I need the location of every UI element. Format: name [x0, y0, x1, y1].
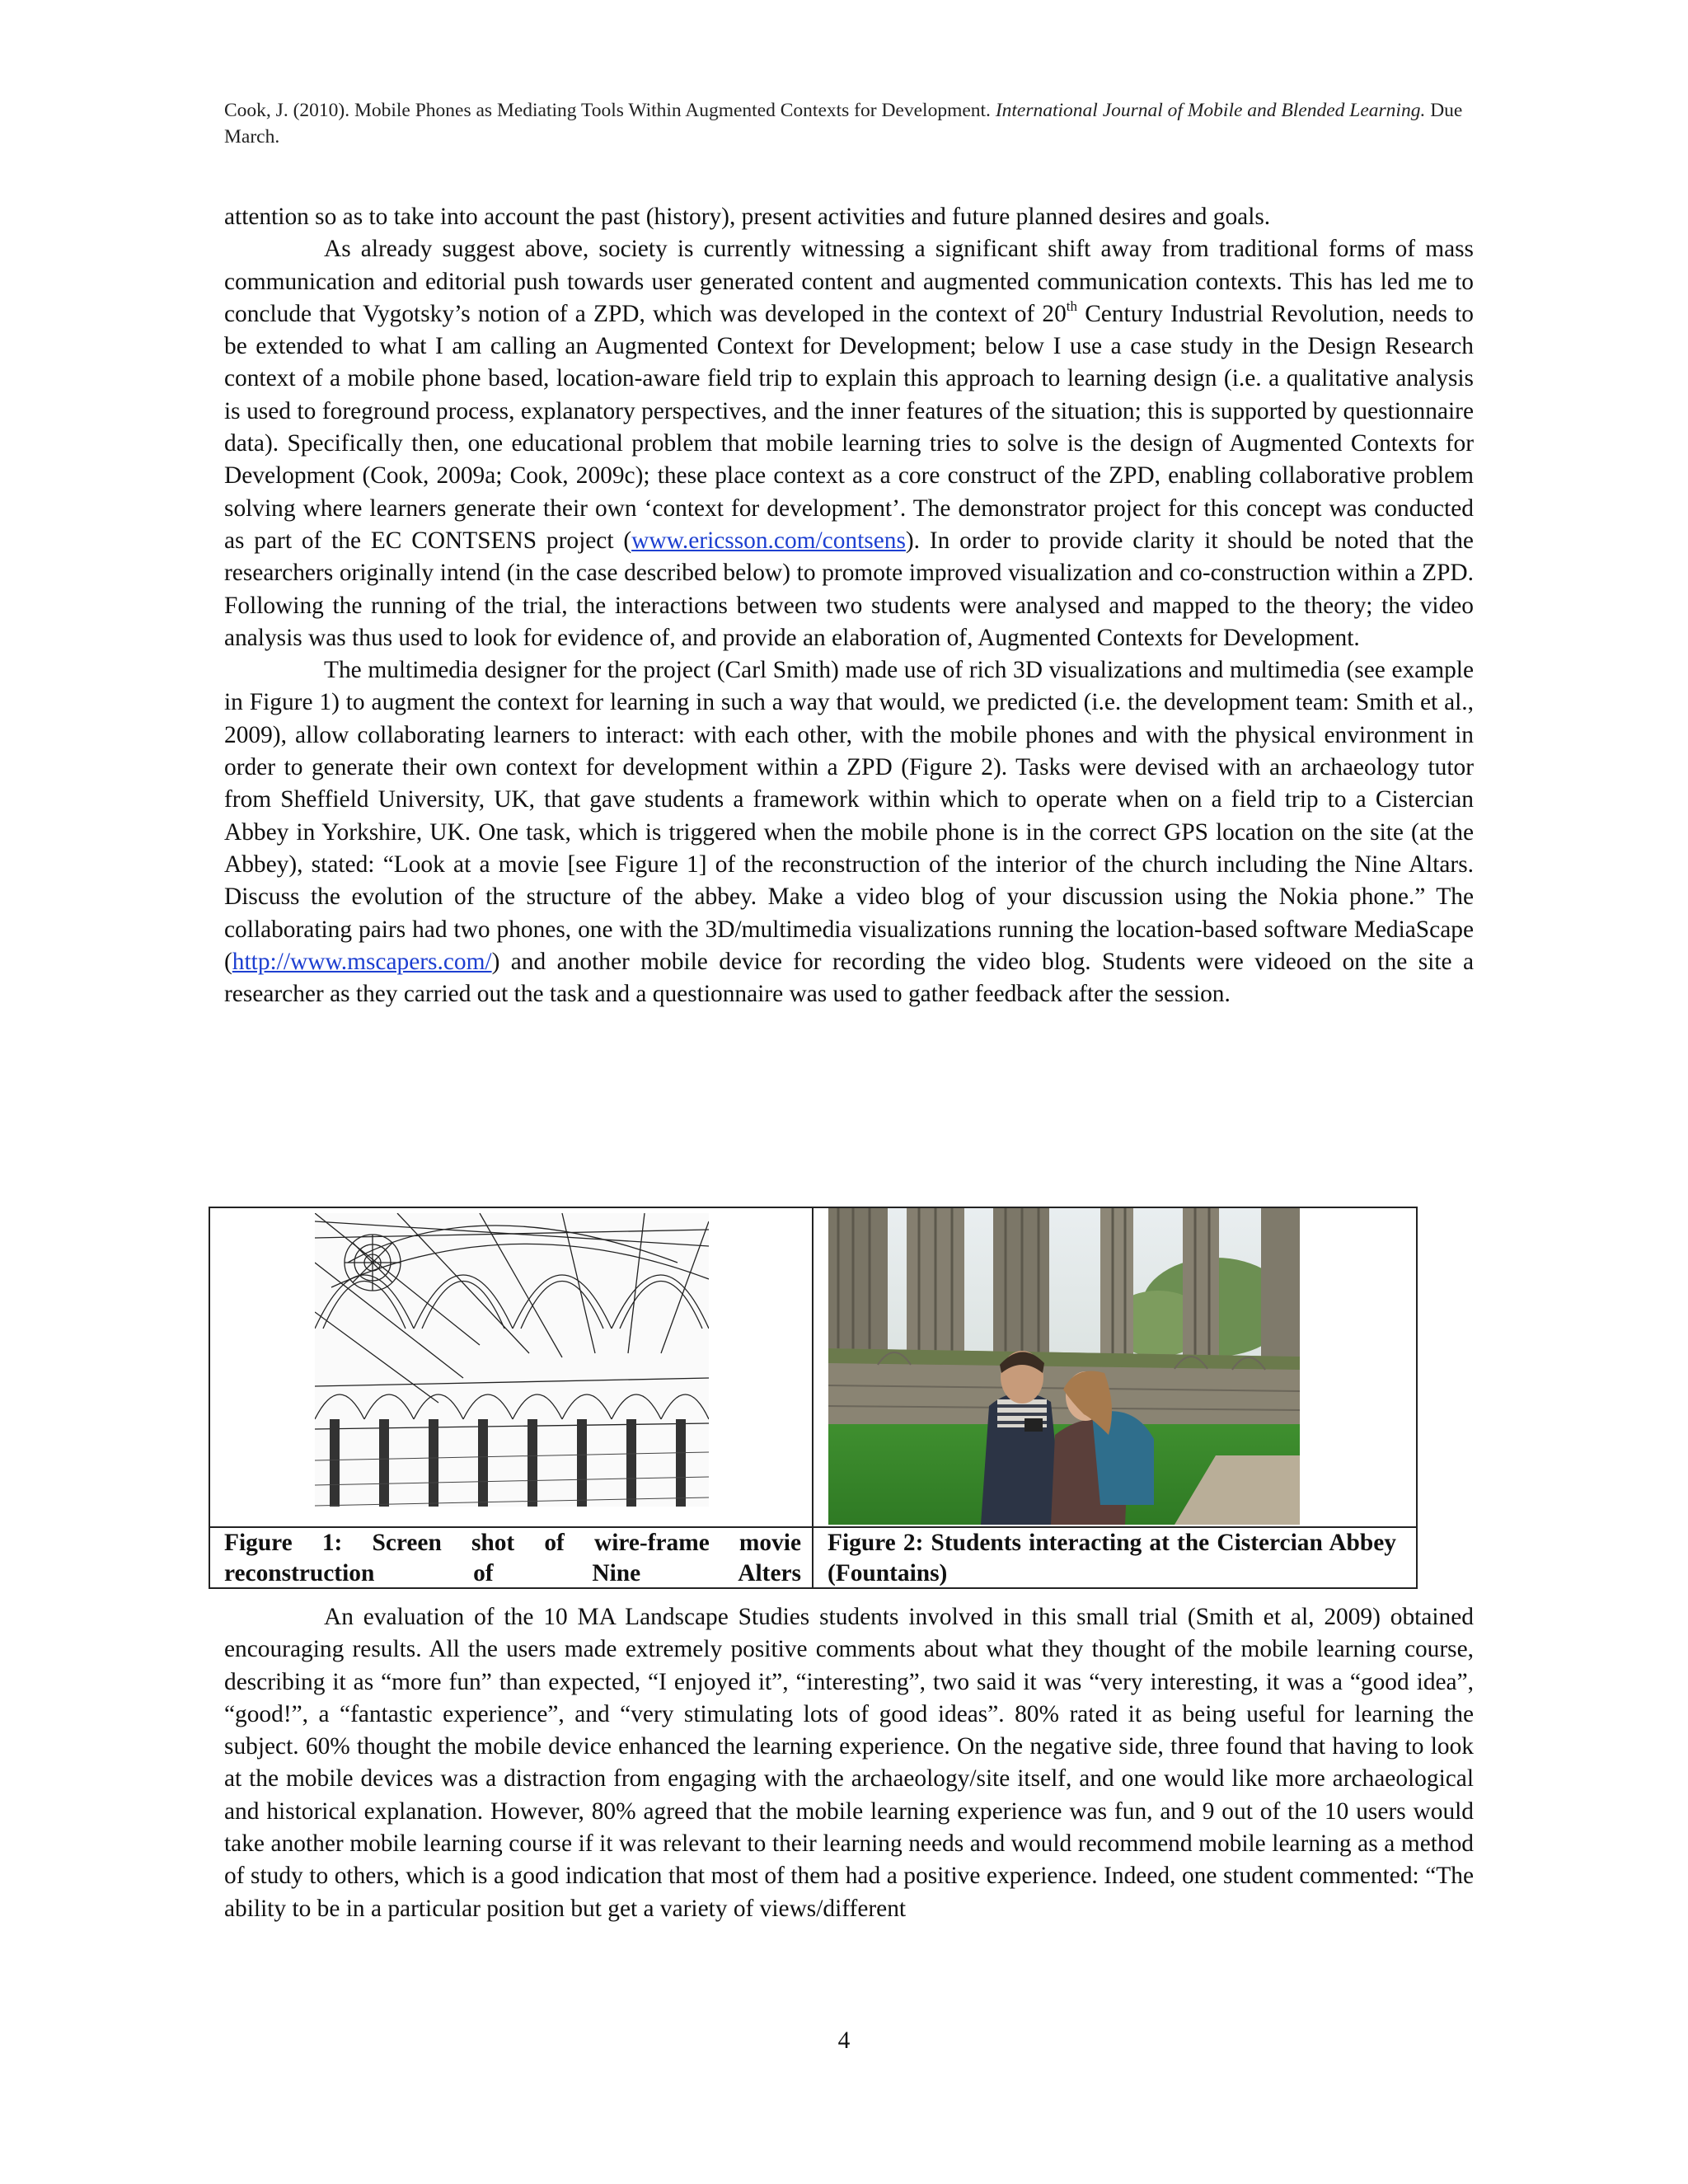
students-abbey-photo — [828, 1208, 1300, 1525]
figure-2-cell — [814, 1208, 1416, 1587]
paragraph-text: ). In order to provide clarity it should be noted that the researchers originally intend (in the case described below) to promote improved visualization and co-construction within a ZPD. Following the running of the trial, the interactions between two students were analysed and mapped to the theory; the video analysis was thus used to look for evidence of, and provide an elaboration of, Augmented Contexts for Development. — [224, 527, 1474, 651]
figure-table — [209, 1207, 1418, 1589]
figure-2-number: Figure 2: — [828, 1530, 924, 1556]
paragraph-text: ) and another mobile device for recording the video blog. Students were videoed on the site a researcher as they carried out the task and a questionnaire was used to gather feedback after the session. — [224, 948, 1474, 1008]
figure-1-number: Figure 1: — [224, 1530, 343, 1556]
header-journal: International Journal of Mobile and Blended Learning. — [995, 100, 1426, 121]
paragraph-text: Century Industrial Revolution, needs to be extended to what I am calling an Augmented Context for Development; below I use a case study in the Design Research context of a mobile phone based, location-aware field trip to explain this approach to learning design (i.e. a qualitative analysis is used to foreground process, explanatory perspectives, and the inner features of the situation; this is supported by questionnaire data). Specifically then, one educational problem that mobile learning tries to solve is the design of Augmented Contexts for Development (Cook, 2009a; Cook, 2009c); these place context as a core construct of the ZPD, enabling collaborative problem solving where learners generate their own ‘context for development’. The demonstrator project for this concept was conducted as part of the EC CONTSENS project ( — [224, 300, 1474, 554]
header-due: Due March. — [224, 100, 1463, 148]
figure-2-caption-text: Students interacting at the Cistercian Abbey (Fountains) — [828, 1530, 1396, 1586]
body-block-2 — [224, 1601, 1474, 1925]
paragraph-text: The multimedia designer for the project (Carl Smith) made use of rich 3D visualizations and multimedia (see example in Figure 1) to augment the context for learning in such a way that would, we predicted (i.e. the development team: Smith et al., 2009), allow collaborating learners to interact: with each other, with the mobile phones and with the physical environment in order to generate their own context for development within a ZPD (Figure 2). Tasks were devised with an archaeology tutor from Sheffield University, UK, that gave students a framework within which to operate when on a field trip to a Cistercian Abbey in Yorkshire, UK. One task, which is triggered when the mobile phone is in the correct GPS location on the site (at the Abbey), stated: “Look at a movie [see Figure 1] of the reconstruction of the interior of the church including the Nine Altars. Discuss the evolution of the structure of the abbey. Make a video blog of your discussion using the Nokia phone.” The collaborating pairs had two phones, one with the 3D/multimedia visualizations running the location-based software MediaScape ( — [224, 657, 1474, 975]
mscapers-link[interactable]: http://www.mscapers.com/ — [232, 948, 492, 975]
body-block-1 — [224, 201, 1474, 1010]
paragraph-augmented-context — [224, 233, 1474, 654]
figure-1-caption-text: Screen shot of wire-frame movie reconstruction of Nine Alters — [224, 1530, 801, 1586]
paragraph-evaluation: An evaluation of the 10 MA Landscape Studies students involved in this small trial (Smith et al, 2009) obtained encouraging results. All the users made extremely positive comments about what they thought of the mobile learning course, describing it as “more fun” than expected, “I enjoyed it”, “interesting”, two said it was “very interesting, it was a “good idea”, “good!”, a “fantastic experience”, and “very stimulating lots of good ideas”. 80% rated it as being useful for learning the subject. 60% thought the mobile device enhanced the learning experience. On the negative side, three found that having to look at the mobile devices was a distraction from engaging with the archaeology/site itself, and one would like more archaeological and historical explanation. However, 80% agreed that the mobile learning experience was fun, and 9 out of the 10 users would take another mobile learning course if it was relevant to their learning needs and would recommend mobile learning as a method of study to others, which is a good indication that most of them had a positive experience. Indeed, one student commented: “The ability to be in a particular position but get a variety of views/different — [224, 1604, 1474, 1922]
page-number: 4 — [837, 2027, 851, 2054]
paragraph-continuation: attention so as to take into account the past (history), present activities and future planned desires and goals. — [224, 204, 1271, 230]
paragraph-multimedia-designer — [224, 654, 1474, 1010]
paragraph-text: As already suggest above, society is currently witnessing a significant shift away from traditional forms of mass communication and editorial push towards user generated content and augmented communication contexts. This has led me to conclude that Vygotsky’s notion of a ZPD, which was developed in the context of 20 — [224, 236, 1474, 327]
running-header — [224, 97, 1477, 150]
contsens-link[interactable]: www.ericsson.com/contsens — [631, 527, 906, 554]
wireframe-reconstruction-image — [315, 1213, 709, 1507]
superscript-th: th — [1066, 298, 1078, 314]
figure-1-cell — [210, 1208, 814, 1587]
header-citation: Cook, J. (2010). Mobile Phones as Mediating Tools Within Augmented Contexts for Development. — [224, 100, 996, 121]
